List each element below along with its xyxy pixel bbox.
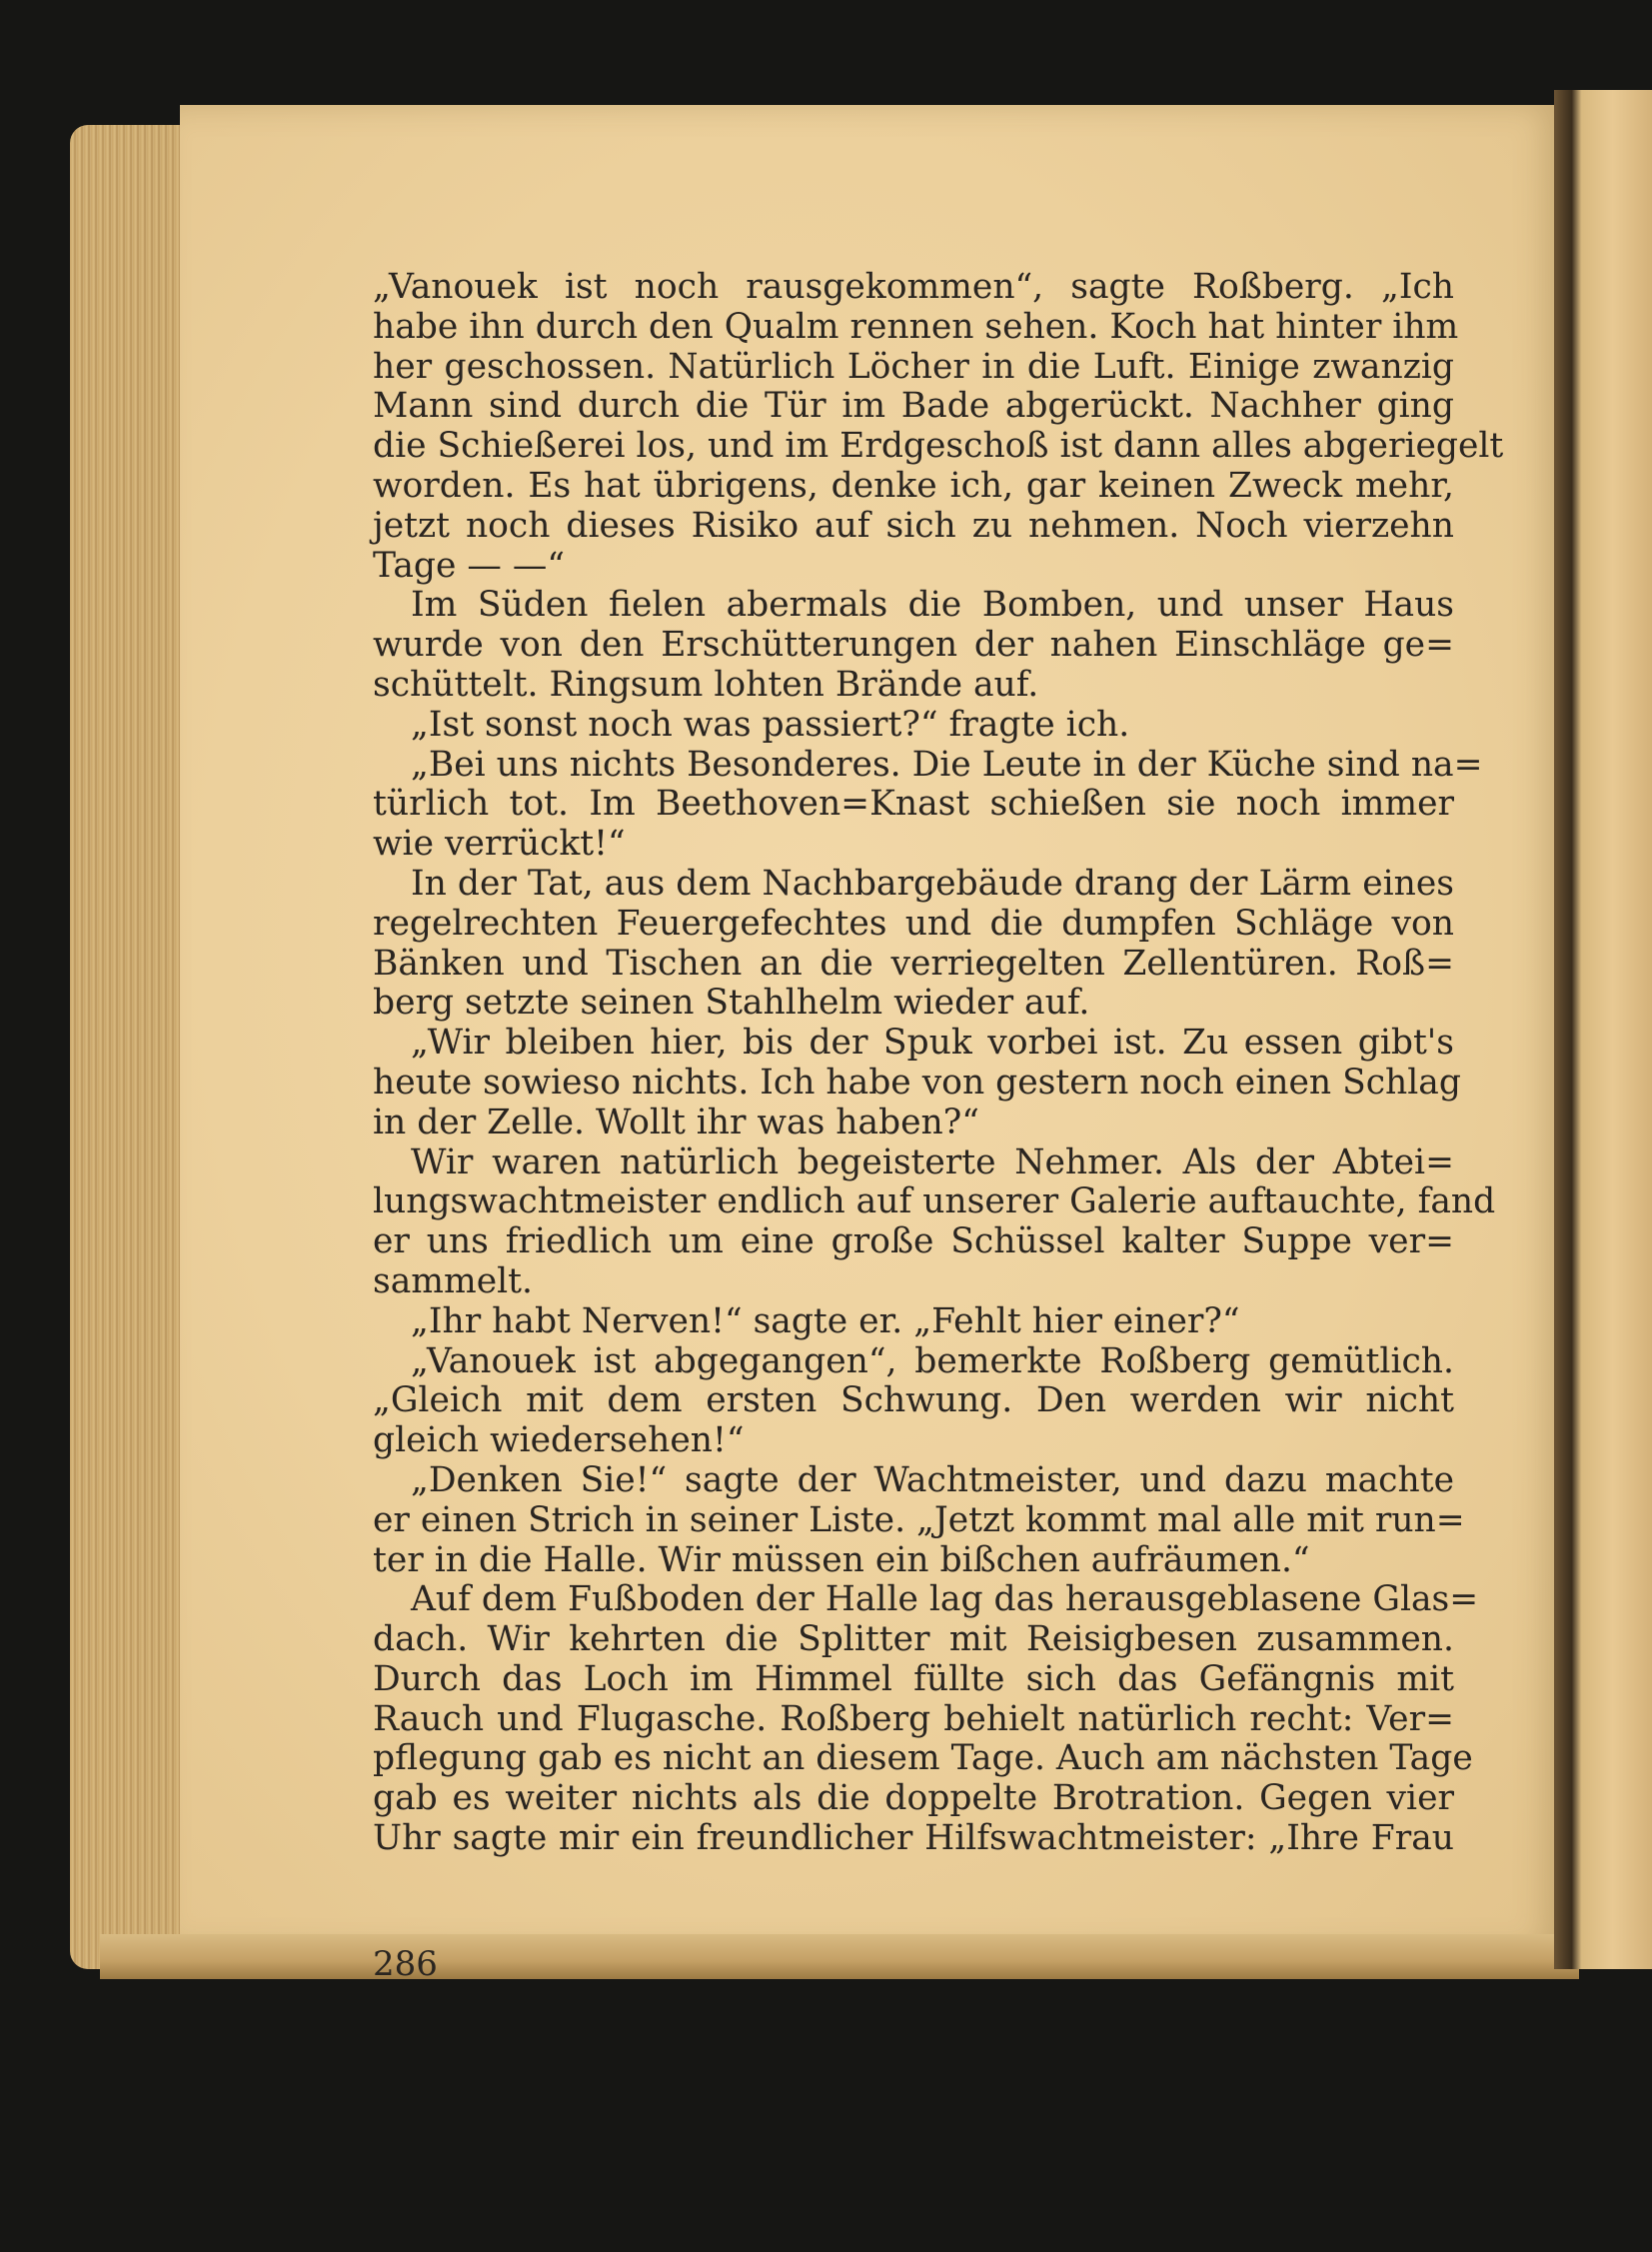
text-line: gab es weiter nichts als die doppelte Brotration. Gegen vier: [373, 1778, 1454, 1819]
page-edge-stack: [70, 125, 190, 1969]
text-line: wie verrückt!“: [373, 824, 626, 865]
text-line: jetzt noch dieses Risiko auf sich zu nehmen. Noch vierzehn: [373, 505, 1454, 546]
text-line: Rauch und Flugasche. Roßberg behielt natürlich recht: Ver=: [373, 1698, 1454, 1739]
text-line: sammelt.: [373, 1260, 533, 1301]
text-line: „Vanouek ist noch rausgekommen“, sagte Roßberg. „Ich: [373, 267, 1454, 307]
text-line: „Vanouek ist abgegangen“, bemerkte Roßberg gemütlich.: [411, 1340, 1454, 1381]
text-line: berg setzte seinen Stahlhelm wieder auf.: [373, 983, 1090, 1024]
text-line: Bänken und Tischen an die verriegelten Zellentüren. Roß=: [373, 943, 1454, 984]
text-line: „Ist sonst noch was passiert?“ fragte ich.: [411, 704, 1130, 745]
text-line: schüttelt. Ringsum lohten Brände auf.: [373, 664, 1039, 705]
text-line: regelrechten Feuergefechtes und die dumpfen Schläge von: [373, 903, 1454, 944]
text-line: Durch das Loch im Himmel füllte sich das Gefängnis mit: [373, 1658, 1454, 1699]
text-line: „Bei uns nichts Besonderes. Die Leute in der Küche sind na=: [411, 744, 1483, 785]
text-line: Auf dem Fußboden der Halle lag das herausgeblasene Glas=: [411, 1579, 1479, 1620]
text-line: er einen Strich in seiner Liste. „Jetzt kommt mal alle mit run=: [373, 1499, 1465, 1540]
text-line: ter in die Halle. Wir müssen ein bißchen aufräumen.“: [373, 1539, 1310, 1580]
text-line: „Ihr habt Nerven!“ sagte er. „Fehlt hier einer?“: [411, 1300, 1240, 1341]
text-line: wurde von den Erschütterungen der nahen Einschläge ge=: [373, 625, 1454, 666]
text-line: dach. Wir kehrten die Splitter mit Reisigbesen zusammen.: [373, 1619, 1454, 1660]
text-line: heute sowieso nichts. Ich habe von gestern noch einen Schlag: [373, 1062, 1461, 1103]
book-gutter: [1554, 90, 1652, 1969]
text-line: habe ihn durch den Qualm rennen sehen. Koch hat hinter ihm: [373, 306, 1459, 347]
text-line: Wir waren natürlich begeisterte Nehmer. Als der Abtei=: [411, 1141, 1454, 1182]
text-line: worden. Es hat übrigens, denke ich, gar keinen Zweck mehr,: [373, 465, 1454, 506]
text-line: Uhr sagte mir ein freundlicher Hilfswachtmeister: „Ihre Frau: [373, 1818, 1454, 1859]
text-line: Mann sind durch die Tür im Bade abgerückt. Nachher ging: [373, 386, 1454, 427]
text-line: In der Tat, aus dem Nachbargebäude drang der Lärm eines: [411, 863, 1454, 904]
page-bottom-edge: [100, 1934, 1579, 1979]
text-line: her geschossen. Natürlich Löcher in die Luft. Einige zwanzig: [373, 346, 1454, 387]
text-line: Im Süden fielen abermals die Bomben, und unser Haus: [411, 585, 1454, 626]
text-line: „Gleich mit dem ersten Schwung. Den werden wir nicht: [373, 1380, 1454, 1421]
body-text: [373, 267, 1504, 1859]
text-line: die Schießerei los, und im Erdgeschoß ist dann alles abgeriegelt: [373, 426, 1504, 467]
text-line: in der Zelle. Wollt ihr was haben?“: [373, 1102, 979, 1142]
text-line: gleich wiedersehen!“: [373, 1420, 745, 1461]
page-number: 286: [373, 1944, 438, 1984]
text-line: „Wir bleiben hier, bis der Spuk vorbei ist. Zu essen gibt's: [411, 1023, 1454, 1064]
text-line: lungswachtmeister endlich auf unserer Galerie auftauchte, fand: [373, 1181, 1496, 1222]
text-line: Tage — —“: [373, 545, 565, 586]
text-line: „Denken Sie!“ sagte der Wachtmeister, und dazu machte: [411, 1459, 1454, 1500]
text-line: pflegung gab es nicht an diesem Tage. Auch am nächsten Tage: [373, 1738, 1473, 1779]
text-line: türlich tot. Im Beethoven=Knast schießen sie noch immer: [373, 784, 1454, 825]
text-line: er uns friedlich um eine große Schüssel kalter Suppe ver=: [373, 1221, 1454, 1262]
